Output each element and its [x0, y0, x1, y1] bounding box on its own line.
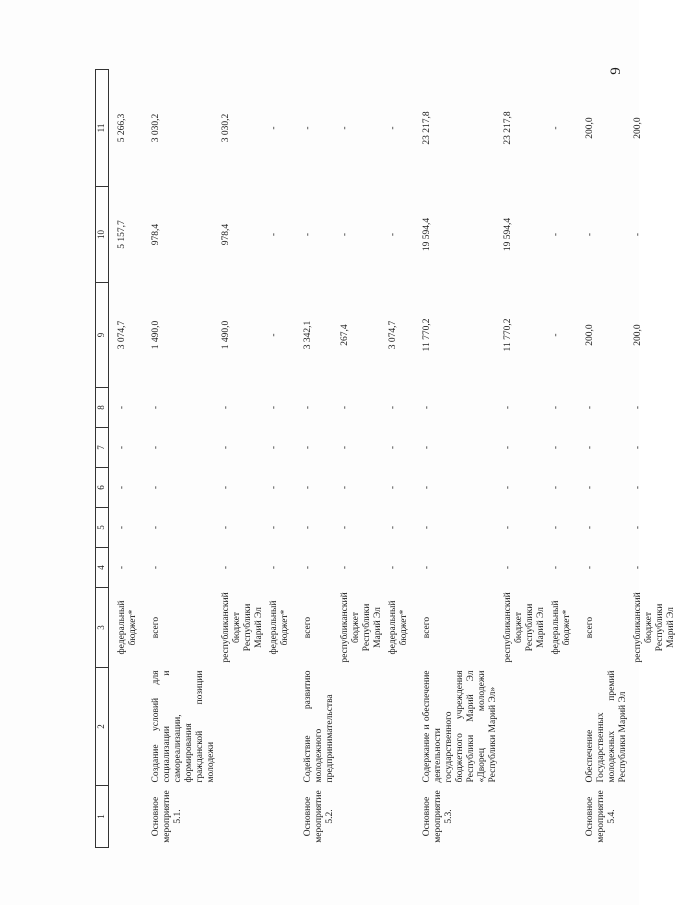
- amount-cell: 978,4: [151, 223, 161, 246]
- empty-value-cell: -: [269, 445, 279, 450]
- empty-value-cell: -: [151, 485, 161, 490]
- measure-description-cell: Содержание и обеспечение деятельности государственного бюджетного учреждения Республики Марий Эл «Дворец молодежи Республики Марий Эл»: [422, 670, 498, 783]
- empty-value-cell: -: [585, 565, 595, 570]
- header-cell: 4: [96, 548, 109, 588]
- amount-cell: -: [551, 333, 561, 337]
- amount-cell: 3 030,2: [221, 113, 231, 143]
- measure-description-cell: [631, 668, 679, 786]
- header-row: [96, 70, 109, 848]
- empty-value-cell: -: [633, 445, 643, 450]
- amount-cell: -: [551, 232, 561, 237]
- amount-cell: -: [303, 232, 313, 237]
- empty-value-cell: -: [303, 485, 313, 490]
- empty-value-cell: -: [585, 445, 595, 450]
- header-cell: 11: [96, 70, 109, 187]
- empty-value-cell: -: [551, 405, 561, 410]
- empty-value-cell: -: [221, 405, 231, 410]
- measure-name-cell: [338, 786, 386, 848]
- amount-cell: 23 217,8: [503, 111, 513, 145]
- empty-value-cell: -: [585, 485, 595, 490]
- amount-cell: 200,0: [633, 117, 643, 139]
- header-cell: 7: [96, 428, 109, 468]
- table-row: [631, 70, 679, 848]
- empty-value-cell: -: [422, 485, 432, 490]
- funding-source-cell: федеральный бюджет*: [117, 600, 138, 655]
- funding-source-cell: всего: [151, 616, 161, 639]
- empty-value-cell: -: [422, 445, 432, 450]
- empty-value-cell: -: [503, 445, 513, 450]
- empty-value-cell: -: [503, 565, 513, 570]
- measure-name-cell: [631, 786, 679, 848]
- empty-value-cell: -: [585, 525, 595, 530]
- page-number: 9: [608, 67, 624, 75]
- empty-value-cell: -: [221, 485, 231, 490]
- amount-cell: -: [269, 126, 279, 130]
- amount-cell: -: [585, 232, 595, 237]
- funding-source-cell: федеральный бюджет*: [269, 600, 290, 655]
- empty-value-cell: -: [303, 565, 313, 570]
- empty-value-cell: -: [117, 525, 127, 530]
- measure-description-cell: [109, 668, 142, 786]
- measure-name-cell: [386, 786, 412, 848]
- empty-value-cell: -: [340, 405, 350, 410]
- empty-value-cell: -: [551, 485, 561, 490]
- header-cell: 8: [96, 388, 109, 428]
- table-row: [501, 70, 549, 848]
- empty-value-cell: -: [422, 405, 432, 410]
- funding-source-cell: республиканский бюджет Республики Марий Эл: [221, 592, 264, 663]
- measure-description-cell: Создание условий для социализации и самореализации, формирования гражданской позиции молодежи: [151, 670, 216, 783]
- empty-value-cell: -: [340, 565, 350, 570]
- empty-value-cell: -: [117, 565, 127, 570]
- empty-value-cell: -: [551, 525, 561, 530]
- amount-cell: 3 030,2: [151, 113, 161, 143]
- amount-cell: 5 157,7: [117, 220, 127, 249]
- header-cell: 6: [96, 468, 109, 508]
- header-cell: 5: [96, 508, 109, 548]
- measure-name-cell: Основное мероприятие 5.2.: [303, 790, 335, 843]
- empty-value-cell: -: [388, 445, 398, 450]
- table-body: [96, 70, 679, 848]
- empty-value-cell: -: [221, 525, 231, 530]
- measure-name-cell: [501, 786, 549, 848]
- funding-source-cell: республиканский бюджет Республики Марий Эл: [633, 592, 676, 663]
- amount-cell: -: [388, 126, 398, 130]
- amount-cell: 978,4: [221, 223, 231, 246]
- budget-table: [95, 69, 679, 848]
- header-cell: 9: [96, 283, 109, 388]
- amount-cell: -: [303, 126, 313, 130]
- amount-cell: 23 217,8: [422, 111, 432, 145]
- measure-description-cell: [267, 668, 293, 786]
- measure-name-cell: [109, 786, 142, 848]
- empty-value-cell: -: [117, 405, 127, 410]
- empty-value-cell: -: [221, 445, 231, 450]
- funding-source-cell: всего: [303, 616, 313, 639]
- rotated-table-container: [95, 70, 676, 848]
- amount-cell: 5 266,3: [117, 113, 127, 143]
- measure-description-cell: Содействие развитию молодежного предпринимательства: [303, 670, 335, 783]
- empty-value-cell: -: [151, 405, 161, 410]
- table-row: [338, 70, 386, 848]
- measure-name-cell: Основное мероприятие 5.3.: [422, 790, 454, 843]
- amount-cell: 200,0: [585, 324, 595, 346]
- table-row: [386, 70, 412, 848]
- amount-cell: 267,4: [340, 324, 350, 346]
- empty-value-cell: -: [221, 565, 231, 570]
- table-row: [575, 70, 631, 848]
- measure-name-cell: [219, 786, 267, 848]
- amount-cell: 19 594,4: [422, 217, 432, 252]
- empty-value-cell: -: [340, 485, 350, 490]
- empty-value-cell: -: [269, 405, 279, 410]
- measure-name-cell: Основное мероприятие 5.1.: [151, 790, 183, 843]
- measure-description-cell: Обеспечение Государственных молодежных премий Республики Марий Эл: [585, 670, 628, 783]
- empty-value-cell: -: [503, 525, 513, 530]
- measure-description-cell: [549, 668, 575, 786]
- empty-value-cell: -: [633, 525, 643, 530]
- empty-value-cell: -: [117, 445, 127, 450]
- funding-source-cell: республиканский бюджет Республики Марий Эл: [503, 592, 546, 663]
- empty-value-cell: -: [151, 565, 161, 570]
- empty-value-cell: -: [303, 445, 313, 450]
- amount-cell: 200,0: [633, 324, 643, 346]
- empty-value-cell: -: [303, 405, 313, 410]
- table-row: [219, 70, 267, 848]
- empty-value-cell: -: [422, 525, 432, 530]
- funding-source-cell: всего: [585, 616, 595, 639]
- header-cell: 1: [96, 786, 109, 848]
- amount-cell: -: [633, 232, 643, 237]
- amount-cell: -: [269, 232, 279, 237]
- empty-value-cell: -: [633, 565, 643, 570]
- amount-cell: -: [340, 126, 350, 130]
- amount-cell: 1 490,0: [221, 320, 231, 350]
- empty-value-cell: -: [551, 445, 561, 450]
- funding-source-cell: федеральный бюджет*: [551, 600, 572, 655]
- empty-value-cell: -: [340, 525, 350, 530]
- empty-value-cell: -: [503, 405, 513, 410]
- empty-value-cell: -: [388, 405, 398, 410]
- amount-cell: 11 770,2: [503, 318, 513, 352]
- empty-value-cell: -: [151, 525, 161, 530]
- empty-value-cell: -: [340, 445, 350, 450]
- empty-value-cell: -: [633, 485, 643, 490]
- amount-cell: 19 594,4: [503, 217, 513, 252]
- empty-value-cell: -: [269, 565, 279, 570]
- empty-value-cell: -: [117, 485, 127, 490]
- table-row: [267, 70, 293, 848]
- empty-value-cell: -: [269, 525, 279, 530]
- empty-value-cell: -: [269, 485, 279, 490]
- measure-name-cell: [267, 786, 293, 848]
- measure-description-cell: [386, 668, 412, 786]
- empty-value-cell: -: [422, 565, 432, 570]
- empty-value-cell: -: [303, 525, 313, 530]
- empty-value-cell: -: [551, 565, 561, 570]
- amount-cell: 11 770,2: [422, 318, 432, 352]
- table-row: [549, 70, 575, 848]
- funding-source-cell: федеральный бюджет*: [388, 600, 409, 655]
- amount-cell: -: [269, 333, 279, 337]
- header-cell: 3: [96, 588, 109, 668]
- empty-value-cell: -: [151, 445, 161, 450]
- empty-value-cell: -: [503, 485, 513, 490]
- amount-cell: 3 074,7: [388, 320, 398, 350]
- empty-value-cell: -: [388, 565, 398, 570]
- header-cell: 10: [96, 187, 109, 283]
- funding-source-cell: республиканский бюджет Республики Марий Эл: [340, 592, 383, 663]
- amount-cell: -: [340, 232, 350, 237]
- table-row: [293, 70, 338, 848]
- measure-description-cell: [219, 668, 267, 786]
- empty-value-cell: -: [633, 405, 643, 410]
- funding-source-cell: всего: [422, 616, 432, 639]
- amount-cell: 1 490,0: [151, 320, 161, 350]
- measure-description-cell: [501, 668, 549, 786]
- header-cell: 2: [96, 668, 109, 786]
- empty-value-cell: -: [585, 405, 595, 410]
- amount-cell: 3 074,7: [117, 320, 127, 350]
- measure-name-cell: Основное мероприятие 5.4.: [585, 790, 617, 843]
- measure-description-cell: [338, 668, 386, 786]
- amount-cell: 3 342,1: [303, 320, 313, 350]
- amount-cell: -: [551, 126, 561, 130]
- empty-value-cell: -: [388, 485, 398, 490]
- amount-cell: -: [388, 232, 398, 237]
- table-row: [412, 70, 501, 848]
- empty-value-cell: -: [388, 525, 398, 530]
- measure-name-cell: [549, 786, 575, 848]
- table-row: [141, 70, 219, 848]
- amount-cell: 200,0: [585, 117, 595, 139]
- table-row: [109, 70, 142, 848]
